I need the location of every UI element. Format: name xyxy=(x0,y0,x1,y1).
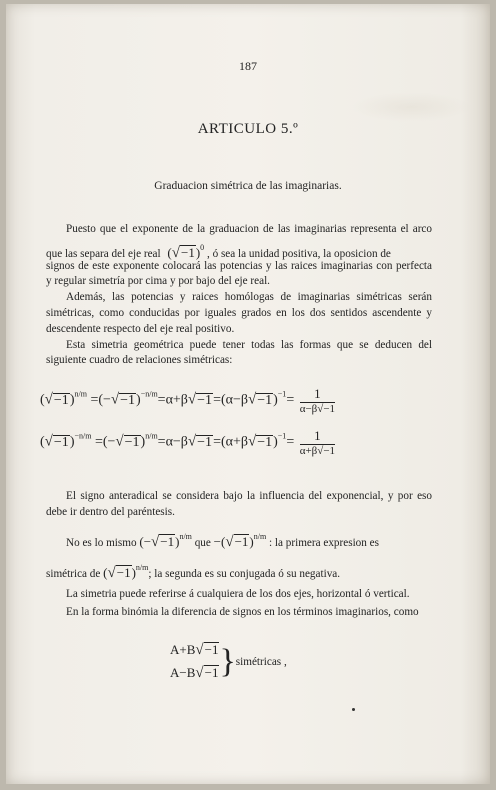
text-fragment: que las separa del eje real xyxy=(46,248,161,260)
binomial-label: simétricas , xyxy=(235,656,287,668)
paragraph-6: La simetria puede referirse á cualquiera de los dos ejes, horizontal ó vertical. xyxy=(66,588,410,600)
ink-speck xyxy=(352,708,355,711)
paragraph-7: En la forma binómia la diferencia de signos en los términos imaginarios, como xyxy=(66,606,419,618)
exponent: 0 xyxy=(200,243,205,252)
page-stain xyxy=(351,92,471,122)
formula-root-minus-one-power-zero: $(√-1)^0$ xyxy=(167,243,205,261)
text-fragment: , ó sea la unidad positiva, la oposicion de xyxy=(206,248,391,260)
page-number: 187 xyxy=(239,59,257,73)
radical-sign: √ xyxy=(171,245,180,261)
paragraph-1-line-4: y regular simetría por cima y por bajo del eje real. xyxy=(46,275,270,287)
binomial-bottom: A−B√−1 xyxy=(170,665,219,681)
paragraph-4-line-1: El signo anteradical se considera bajo la influencia del exponencial, y por eso xyxy=(66,490,432,502)
binomial-top: A+B√−1 xyxy=(170,642,219,658)
binomial-example: A+B√−1 A−B√−1 }simétricas , xyxy=(170,642,287,681)
book-page xyxy=(6,4,490,784)
equation-1: $(√-1)^{n/m} =(-√-1)^{-n/m}=\alpha+\beta√-1=(\alpha-\beta√-1)^{-1}=$ $\frac{1}{\alpha-\beta√-1}$ xyxy=(40,386,336,415)
fraction: $\frac{1}{\alpha-\beta√-1}$ xyxy=(299,386,336,415)
paragraph-1-line-3: signos de este exponente colocará las potencias y las raices imaginarias con perfecta xyxy=(46,260,432,272)
equation-2: $(√-1)^{-n/m} =(-√-1)^{n/m}=\alpha-\beta√-1=(\alpha+\beta√-1)^{-1}=$ $\frac{1}{\alpha+\beta√-1}$ xyxy=(40,428,336,457)
paragraph-5-line-1: No es lo mismo $(-√-1)^{n/m}$ que $-(√-1)^{n/m}$ : la primera expresion es xyxy=(66,532,379,550)
paragraph-5-line-2: simétrica de $(√-1)^{n/m}$; la segunda es su conjugada ó su negativa. xyxy=(46,563,341,581)
paragraph-3-line-1: Esta simetria geométrica puede tener todas las formas que se deducen del xyxy=(66,339,432,351)
article-heading: ARTICULO 5.º xyxy=(197,121,299,137)
fraction: $\frac{1}{\alpha+\beta√-1}$ xyxy=(299,428,336,457)
paragraph-1-line-1: Puesto que el exponente de la graduacion de las imaginarias representa el arco xyxy=(66,223,432,235)
paragraph-4-line-2: debe ir dentro del paréntesis. xyxy=(46,506,175,518)
paragraph-3-line-2: siguiente cuadro de relaciones simétricas: xyxy=(46,354,233,366)
paragraph-2-line-2: simétricas, como conducidas por iguales grados en los dos sentidos ascendente y xyxy=(46,307,432,319)
paragraph-2-line-1: Además, las potencias y raices homólogas de imaginarias simétricas serán xyxy=(66,291,432,303)
radicand: −1 xyxy=(180,245,195,260)
paragraph-2-line-3: descendente respecto del eje real positivo. xyxy=(46,323,235,335)
section-subheading: Graduacion simétrica de las imaginarias. xyxy=(154,180,342,192)
